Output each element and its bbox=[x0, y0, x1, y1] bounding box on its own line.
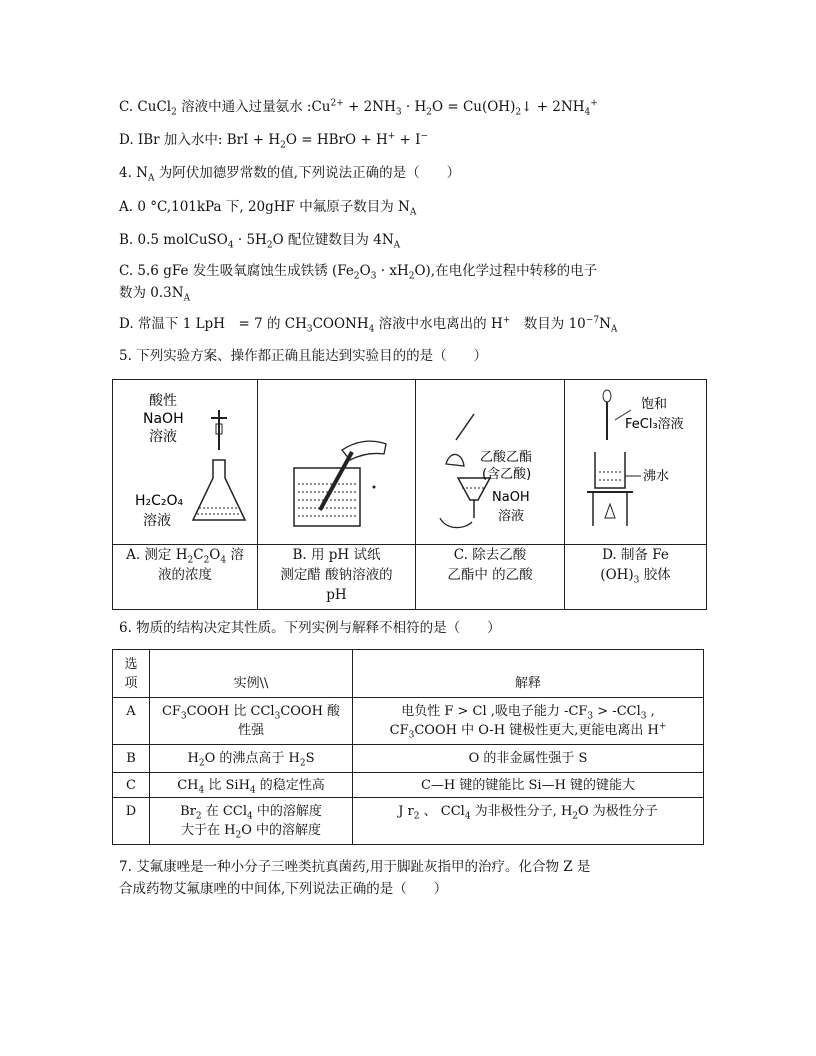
figure-a-label-2: NaOH bbox=[143, 411, 184, 427]
q5-stem: 5. 下列实验方案、操作都正确且能达到实验目的的是（ ） bbox=[119, 348, 488, 364]
header-explanation: 解释 bbox=[353, 650, 704, 698]
figure-d-label-2: FeCl₃溶液 bbox=[625, 417, 684, 432]
q4-option-c-line2: 数为 $0.3N_A$ bbox=[119, 285, 191, 304]
caption-d: D. 制备 Fe $(OH)_3$ 胶体 bbox=[565, 545, 707, 610]
q4-stem: 4. $N_A$ 为阿伏加德罗常数的值,下列说法正确的是（ ） bbox=[119, 165, 461, 184]
table-row bbox=[113, 773, 704, 798]
q4-option-c-line1: C. 5.6 gFe 发生吸氧腐蚀生成铁锈 $(Fe_2O_3 \cdot xH_2O)$,在电化学过程中转移的电子 bbox=[119, 263, 598, 282]
caption-b: B. 用 pH 试纸 测定醋 酸钠溶液的 pH bbox=[258, 545, 416, 610]
row-a-option: A bbox=[113, 698, 150, 745]
colloid-illustration bbox=[565, 380, 706, 540]
header-option: 选 项 bbox=[113, 650, 150, 698]
figure-a-label-1: 酸性 bbox=[149, 393, 177, 409]
table-row bbox=[113, 745, 704, 773]
row-d-option: D bbox=[113, 798, 150, 845]
separation-illustration bbox=[416, 380, 564, 540]
figure-c-label-2: (含乙酸) bbox=[482, 467, 532, 482]
q3-option-c: C. CuCl$_2$ 溶液中通入过量氨水 $:Cu^{2+} + 2NH_3 \cdot H_2O$ = $Cu(OH)_2↓ + 2NH_4^+$ bbox=[119, 98, 598, 118]
figure-a-label-4: H₂C₂O₄ bbox=[135, 493, 184, 509]
figure-c-separatory-funnel bbox=[416, 380, 565, 545]
figure-d-colloid-prep bbox=[565, 380, 707, 545]
header-example: 实例\\ bbox=[150, 650, 353, 698]
figure-c-label-4: 溶液 bbox=[498, 509, 525, 524]
figure-c-label-1: 乙酸乙酯 bbox=[480, 450, 533, 465]
caption-c: C. 除去乙酸 乙酯中 的乙酸 bbox=[416, 545, 565, 610]
q4-option-d: D. 常温下 1 LpH = 7 的 $CH_3COONH_4$ 溶液中水电离出的 H+ 数目为 $10^{-7}N_A$ bbox=[119, 315, 618, 335]
row-c-explanation: C—H 键的键能比 Si—H 键的键能大 bbox=[353, 773, 704, 798]
q4-option-a: A. 0 °C,101kPa 下, 20gHF 中氟原子数目为 $N_A$ bbox=[119, 199, 417, 218]
row-d-explanation: J $r_2$ 、 CCl$_4$ 为非极性分子, $H_2O$ 为极性分子 bbox=[353, 798, 704, 845]
titration-illustration bbox=[113, 380, 257, 540]
figure-c-label-3: NaOH bbox=[492, 490, 530, 505]
figure-d-label-3: 沸水 bbox=[643, 469, 670, 484]
table-row bbox=[113, 798, 704, 845]
q7-line-1: 7. 艾氟康唑是一种小分子三唑类抗真菌药,用于脚趾灰指甲的治疗。化合物 Z 是 bbox=[119, 859, 591, 875]
figure-a-label-5: 溶液 bbox=[143, 513, 171, 529]
row-c-option: C bbox=[113, 773, 150, 798]
row-c-example: $CH_4$ 比 SiH$_4$ 的稳定性高 bbox=[150, 773, 353, 798]
q7-line-2: 合成药物艾氟康唑的中间体,下列说法正确的是（ ） bbox=[119, 881, 448, 897]
q6-table bbox=[112, 649, 704, 845]
figure-a-titration bbox=[113, 380, 258, 545]
q6-stem: 6. 物质的结构决定其性质。下列实例与解释不相符的是（ ） bbox=[119, 620, 501, 636]
q4-option-b: B. 0.5 molCuSO$_4$ · $5H_2O$ 配位键数目为 $4N_A$ bbox=[119, 232, 401, 251]
row-a-explanation: 电负性 F > Cl ,吸电子能力 $-CF_3 > -CCl_3$ , $CF_3COOH$ 中 O-H 键极性更大,更能电离出 H+ bbox=[353, 698, 704, 745]
row-b-example: $H_2O$ 的沸点高于 $H_2S$ bbox=[150, 745, 353, 773]
row-b-option: B bbox=[113, 745, 150, 773]
caption-a: A. 测定 $H_2C_2O_4$ 溶 液的浓度 bbox=[113, 545, 258, 610]
ph-test-illustration bbox=[258, 380, 415, 540]
q5-experiment-table bbox=[112, 379, 707, 610]
figure-a-label-3: 溶液 bbox=[149, 429, 177, 445]
q3-option-d: D. IBr 加入水中: BrI + $H_2O$ = HBrO + H+ + I− bbox=[119, 131, 429, 151]
figure-d-label-1: 饱和 bbox=[641, 397, 668, 412]
row-a-example: $CF_3COOH$ 比 CCl$_3$COOH 酸 性强 bbox=[150, 698, 353, 745]
figure-b-ph-paper bbox=[258, 380, 416, 545]
row-d-example: $Br_2$ 在 CCl$_4$ 中的溶解度 大于在 $H_2O$ 中的溶解度 bbox=[150, 798, 353, 845]
table-row bbox=[113, 698, 704, 745]
row-b-explanation: O 的非金属性强于 S bbox=[353, 745, 704, 773]
